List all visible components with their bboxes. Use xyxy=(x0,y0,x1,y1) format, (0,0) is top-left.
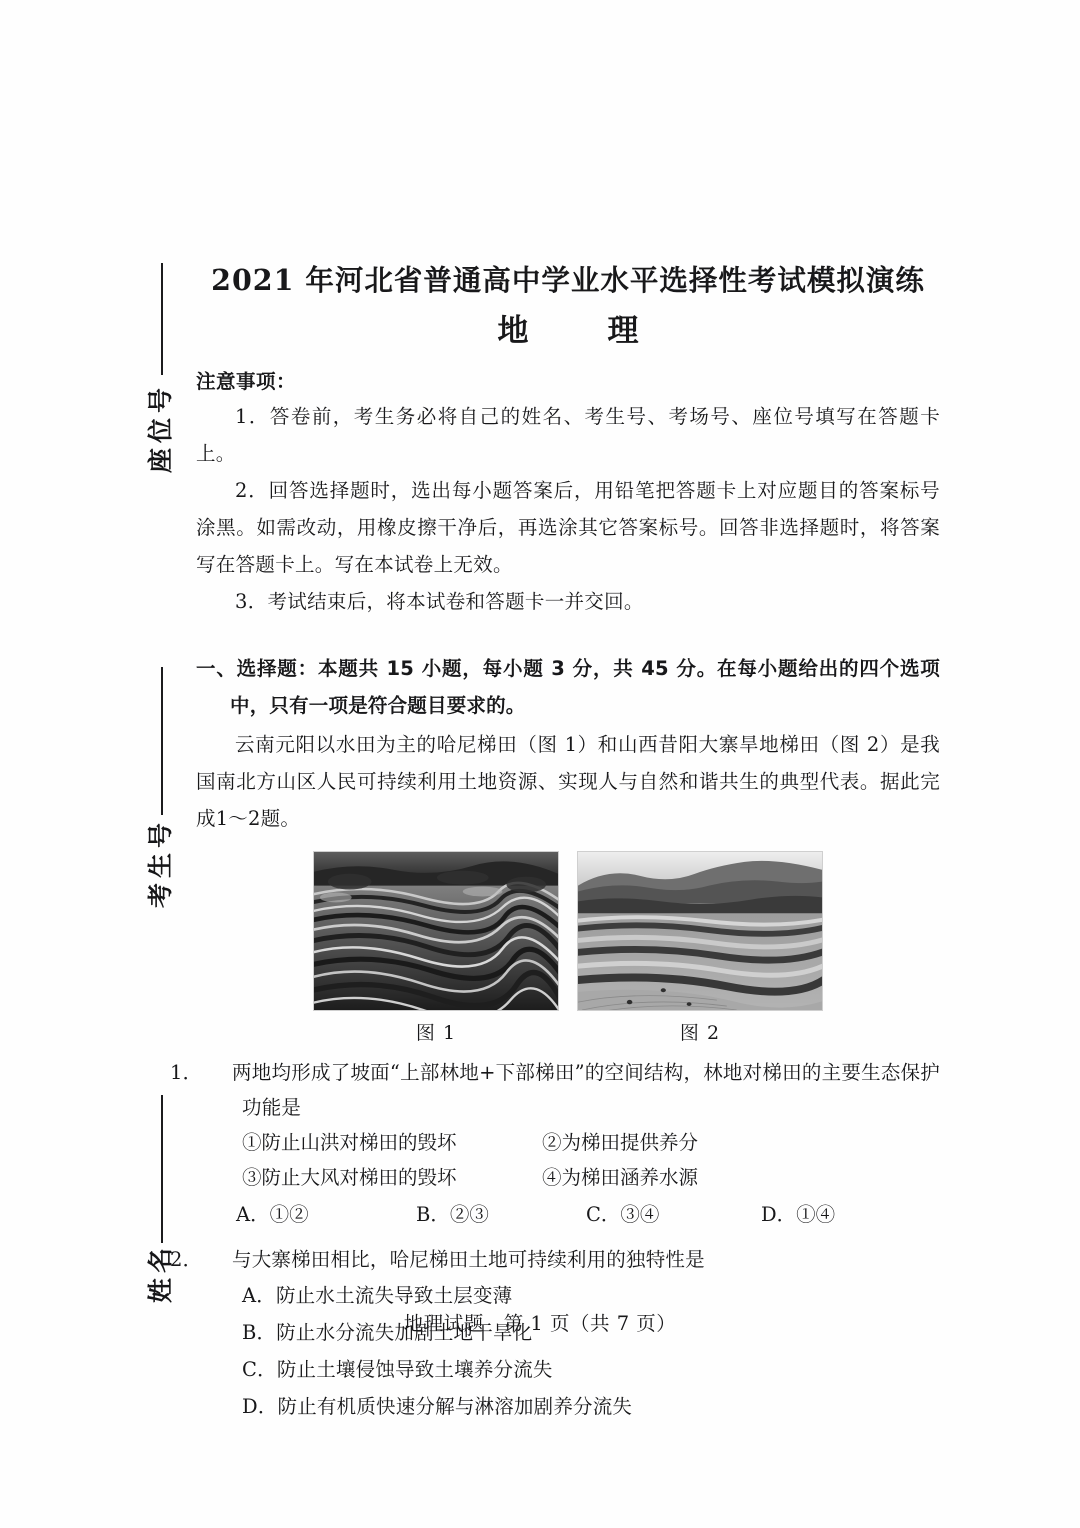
question-2-choices xyxy=(242,1277,940,1425)
sub-option-2: ②为梯田提供养分 xyxy=(542,1131,699,1154)
question-1 xyxy=(170,1055,940,1232)
notice-item: 1．答卷前，考生务必将自己的姓名、考生号、考场号、座位号填写在答题卡上。 xyxy=(196,405,940,465)
notice-heading: 注意事项： xyxy=(196,370,297,393)
sub-option-row xyxy=(242,1125,940,1160)
choice-c[interactable]: C．③④ xyxy=(586,1203,660,1226)
page-footer: 地理试题 第 1 页（共 7 页） xyxy=(403,1312,677,1335)
question-1-number: 1． xyxy=(170,1061,203,1084)
question-1-choices xyxy=(236,1197,940,1232)
choice-a[interactable]: A．①② xyxy=(236,1203,309,1226)
sub-option-4: ④为梯田涵养水源 xyxy=(542,1166,699,1189)
question-1-stem-line xyxy=(170,1055,940,1125)
question-2-number: 2． xyxy=(170,1248,203,1271)
sub-option-row xyxy=(242,1160,940,1195)
seal-rule-top xyxy=(161,263,163,375)
choice-b[interactable]: B．②③ xyxy=(416,1203,489,1226)
choice-b[interactable]: B．防止水分流失加剧土地干旱化 xyxy=(242,1321,533,1344)
question-2-stem: 与大寨梯田相比，哈尼梯田土地可持续利用的独特性是 xyxy=(232,1248,705,1271)
figure-row xyxy=(196,851,940,1045)
notice-item: 2．回答选择题时，选出每小题答案后，用铅笔把答题卡上对应题目的答案标号涂黑。如需改动，用橡皮擦干净后，再选涂其它答案标号。回答非选择题时，将答案写在答题卡上。写在本试卷上无效。 xyxy=(196,479,940,576)
question-1-stem: 两地均形成了坡面“上部林地+下部梯田”的空间结构，林地对梯田的主要生态保护功能是 xyxy=(232,1061,940,1119)
seal-label-seat-number: 座位号 xyxy=(146,383,175,474)
question-2-stem-line xyxy=(170,1242,940,1277)
seal-margin xyxy=(120,255,200,1304)
figure-2-caption: 图 2 xyxy=(679,1022,721,1044)
sub-option-3: ③防止大风对梯田的毁坏 xyxy=(242,1166,457,1189)
sub-option-1: ①防止山洪对梯田的毁坏 xyxy=(242,1131,457,1154)
passage-text: 云南元阳以水田为主的哈尼梯田（图 1）和山西昔阳大寨旱地梯田（图 2）是我国南北方山区人民可持续利用土地资源、实现人与自然和谐共生的典型代表。据此完成1～2题。 xyxy=(196,733,940,830)
choice-c[interactable]: C．防止土壤侵蚀导致土壤养分流失 xyxy=(242,1358,553,1381)
choice-d[interactable]: D．①④ xyxy=(761,1203,836,1226)
figure-1 xyxy=(313,851,559,1045)
section-heading-multiple-choice: 一、选择题：本题共 15 小题，每小题 3 分，共 45 分。在每小题给出的四个选项中，只有一项是符合题目要求的。 xyxy=(196,657,940,717)
subject-title: 地 理 xyxy=(497,313,663,349)
question-1-sub-options xyxy=(242,1125,940,1195)
figure-2 xyxy=(577,851,823,1045)
seal-label-name: 姓名 xyxy=(146,1243,175,1304)
notice-item: 3．考试结束后，将本试卷和答题卡一并交回。 xyxy=(235,590,644,613)
seal-rule-middle xyxy=(161,667,163,815)
dazhai-terrace-photo xyxy=(577,851,823,1011)
page-title: 2021 年河北省普通高中学业水平选择性考试模拟演练 xyxy=(211,263,925,297)
choice-a[interactable]: A．防止水土流失导致土层变薄 xyxy=(242,1284,513,1307)
hani-terrace-photo xyxy=(313,851,559,1011)
figure-1-caption: 图 1 xyxy=(415,1022,457,1044)
seal-label-candidate-number: 考生号 xyxy=(146,818,175,909)
choice-d[interactable]: D．防止有机质快速分解与淋溶加剧养分流失 xyxy=(242,1395,633,1418)
content-column xyxy=(170,258,940,1425)
